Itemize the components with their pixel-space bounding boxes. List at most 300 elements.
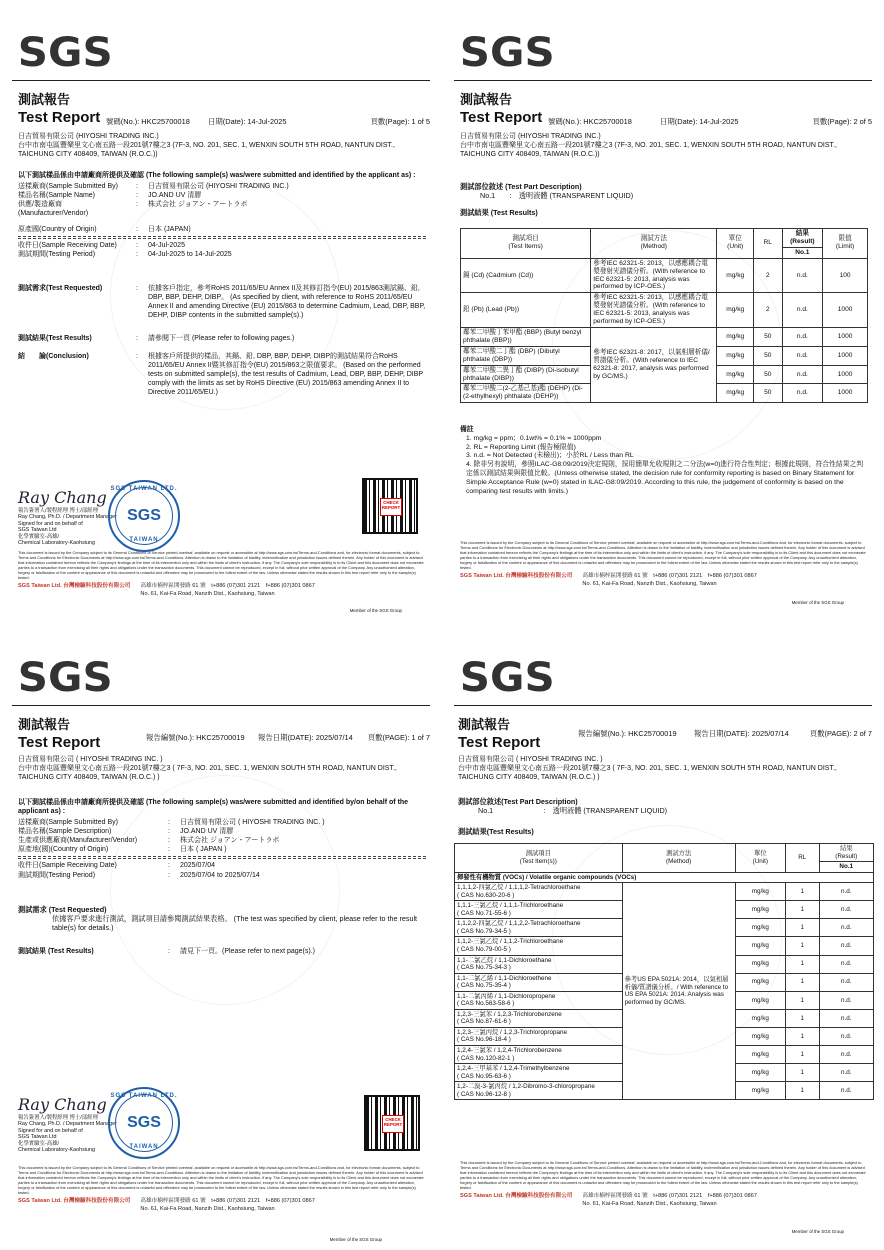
col-header: RL <box>754 229 782 259</box>
item-name: 1,2,4-三甲基苯 / 1,2,4-Trimethylbenzene <box>457 1065 570 1073</box>
seal-center-text: SGS <box>127 1114 161 1131</box>
conclusion <box>18 352 426 397</box>
cas-number: ( CAS No.563-58-6 ) <box>457 1000 515 1008</box>
item-name: 1,1,2-三氯乙烷 / 1,1,2-Trichloroethane <box>457 938 564 946</box>
report-number: 號碼(No.): HKC25700018 <box>548 117 632 126</box>
unit: mg/kg <box>717 346 754 365</box>
date-label: 測試期間(Testing Period) <box>18 251 96 259</box>
field-value: 株式会社 ジョアン・アートラボ <box>180 836 280 844</box>
company-seal <box>108 1087 180 1159</box>
company-address-1: 台中市南屯區豐樂里文心南五路一段201號7樓之3 (7F-3, NO. 201, SEC. 1, WENXIN SOUTH 5TH ROAD, NANTUN DIST., <box>460 142 837 150</box>
note-item: 4. 除非另有說明，參照ILAC-G8:09/2019決定規則，採用簡單允收規則之二分法(w=0)進行符合性判定；根據此規則，符合性結果之判定係以測試結果與限值比較。(Unless otherwise stated, the decision rule for conformity reporting is based on Binary Statement for Simple Acceptance Rule (w=0) stated in ILAC-G8:09/2019. According to this rule, the judgement of conformity is based on the comparing test results with limits.) <box>466 461 864 495</box>
company-name: 日吉貿易有限公司 ( HIYOSHI TRADING INC. ) <box>458 756 603 763</box>
note-item: 1. mg/kg = ppm；0.1wt% = 0.1% = 1000ppm <box>466 434 602 442</box>
report-header <box>460 92 872 159</box>
company-name: 日吉貿易有限公司 ( HIYOSHI TRADING INC. ) <box>18 756 163 763</box>
rl: 1 <box>785 919 819 937</box>
date-value: 04-Jul-2025 to 14-Jul-2025 <box>148 251 232 259</box>
rl: 1 <box>785 901 819 919</box>
col-header: 結果 (Result) <box>819 844 874 862</box>
rl: 1 <box>785 883 819 901</box>
footer-address-row <box>460 1193 870 1208</box>
signer-line: Signed for and on behalf of <box>18 1127 83 1134</box>
signer-line: Ray Chang, Ph.D. / Department Manager <box>18 1121 117 1128</box>
item-name: 1,1-二氯乙烯 / 1,1-Dichloroethene <box>457 974 552 982</box>
seal-center-text: SGS <box>127 507 161 524</box>
report-header <box>18 717 430 782</box>
date-row <box>18 861 426 870</box>
part-description <box>458 797 868 836</box>
section-text: 依據客戶指定，參考RoHS 2011/65/EU Annex II及其修訂指令(EU) 2015/863測試鎘、鉛, DBP, BBP, DEHP, DIBP。 (As specified by client, with reference to RoHS 2011/65/EU Annex II and amending Directive (EU) 2015/863 to determine Cadmium, Lead, DBP, BBP, DEHP, DIBP contents in the submitted sample(s).) <box>148 285 426 320</box>
page-number: 頁數(PAGE): 2 of 7 <box>809 729 872 738</box>
qr-code[interactable] <box>362 478 418 534</box>
field-label: 供應/製造廠商 <box>18 201 62 209</box>
legal-footer <box>460 1160 870 1208</box>
part-no: No.1 : 透明液體 (TRANSPARENT LIQUID) <box>480 191 634 200</box>
date-row <box>18 241 426 250</box>
report-date: 報告日期(DATE): 2025/07/14 <box>258 733 353 742</box>
member-text: Member of the SGS Group <box>791 1229 844 1234</box>
company-address-1: 台中市南屯區豐樂里文心南五路一段201號7樓之3 ( 7F-3, NO. 201, SEC. 1, WENXIN SOUTH 5TH ROAD, NANTUN DIST., <box>458 765 837 773</box>
check-report-badge: CHECK REPORT <box>382 1115 404 1133</box>
company-address-2: TAICHUNG CITY 408409, TAIWAN (R.O.C.) ) <box>458 774 600 782</box>
limit: 100 <box>823 258 868 293</box>
field-value: 日吉貿易有限公司 (HIYOSHI TRADING INC.) <box>148 182 289 190</box>
part-label: 測試部位敘述 (Test Part Description) <box>460 182 582 191</box>
legal-text: This document is issued by the Company subject to its General Conditions of Service printed overleaf, available on request or accessible at http://www.sgs.com.tw/Terms-and-Conditions and, for electronic format documents, subject to Terms and Conditions for Electronic Documents at http://www.sgs.com.tw/Terms-and-Conditions. Attention is drawn to the limitation of liability, indemnification and jurisdiction issues defined therein. Any holder of this document is advised that information contained hereon reflects the Company's findings at the time of its intervention only and within the limits of client's instruction, if any. The Company's sole responsibility is to its Client and this document does not exonerate parties to a transaction from exercising all their rights and obligations under the transaction documents. This document cannot be reproduced, except in full, without prior written approval of the Company. Any unauthorized alteration, forgery or falsification of the content or appearance of this document is unlawful and offenders may be prosecuted to the fullest extent of the law. Unless otherwise stated the results shown in this test report refer only to the sample(s) tested. <box>18 1165 424 1196</box>
part-label: 測試部位敘述(Test Part Description) <box>458 797 578 806</box>
col-header: RL <box>785 844 819 873</box>
part-no: No.1 : 透明液體 (TRANSPARENT LIQUID) <box>478 806 668 815</box>
rl: 1 <box>785 1082 819 1100</box>
footer-address-row <box>460 573 870 588</box>
date-value: 2025/07/04 <box>180 862 216 870</box>
test-item: 鎘 (Cd) (Cadmium (Cd)) <box>461 258 591 293</box>
date-value: 04-Jul-2025 <box>148 241 185 249</box>
results-table <box>460 228 868 403</box>
col-header: 測試項目 (Test Items) <box>461 229 591 259</box>
field-value: JO.AND UV 清膠 <box>148 191 202 199</box>
field-label: 樣品名稱(Sample Description) <box>18 827 112 835</box>
test-item <box>455 1064 623 1082</box>
sgs-logo: SGS <box>17 30 113 76</box>
cas-number: ( CAS No.95-63-6 ) <box>457 1072 511 1080</box>
company-address-1: 台中市南屯區豐樂里文心南五路一段201號7樓之3 (7F-3, NO. 201, SEC. 1, WENXIN SOUTH 5TH ROAD, NANTUN DIST., <box>18 142 395 150</box>
title-en: Test Report <box>460 109 543 127</box>
address-zh: 高雄市楠梓區開發路 61 號 t+886 (07)301 2121 f+886 (07)301 0867 <box>582 1193 757 1200</box>
field-value: JO.AND UV 清膠 <box>180 827 234 835</box>
title-en: Test Report <box>458 734 541 752</box>
address-en: No. 61, Kai-Fa Road, Nanzih Dist., Kaohsiung, Taiwan <box>140 1205 275 1212</box>
member-text: Member of the SGS Group <box>329 1237 382 1242</box>
result: n.d. <box>782 384 823 403</box>
signature: Ray Chang <box>18 488 107 507</box>
sample-info <box>18 799 426 880</box>
header-rule <box>12 705 430 706</box>
field-label: 送樣廠商(Sample Submitted By) <box>18 818 118 826</box>
report-page-4 <box>442 625 884 1250</box>
result: n.d. <box>819 973 874 991</box>
result: n.d. <box>782 258 823 293</box>
field-sep: : <box>168 827 170 835</box>
test-item <box>455 955 623 973</box>
member-text: Member of the SGS Group <box>349 608 402 613</box>
seal-top-text: SGS TAIWAN LTD. <box>110 1093 178 1099</box>
field-sep: : <box>136 251 138 259</box>
rl: 1 <box>785 1009 819 1027</box>
result: n.d. <box>819 1082 874 1100</box>
field-row <box>18 827 426 836</box>
date-label: 收件日(Sample Receiving Date) <box>18 241 117 249</box>
col-header: 測試方法 (Method) <box>622 844 735 873</box>
member-text: Member of the SGS Group <box>791 600 844 605</box>
sample-no-header: No.1 <box>819 862 874 873</box>
test-method: 參考IEC 62321-5: 2013，以感應耦合電漿發射光譜儀分析。(With reference to IEC 62321-5: 2013, analysis was performed by ICP-OES.) <box>591 258 717 293</box>
col-header: 測試方法 (Method) <box>591 229 717 259</box>
field-value: 日吉貿易有限公司 ( HIYOSHI TRADING INC. ) <box>180 818 325 826</box>
rl: 2 <box>754 258 782 293</box>
unit: mg/kg <box>735 901 785 919</box>
address-zh: 高雄市楠梓區開發路 61 號 t+886 (07)301 2121 f+886 (07)301 0867 <box>140 583 315 590</box>
result: n.d. <box>782 346 823 365</box>
unit: mg/kg <box>735 1009 785 1027</box>
field-sep: : <box>168 871 170 879</box>
col-header: 測試項目 (Test Item(s)) <box>455 844 623 873</box>
address-zh: 高雄市楠梓區開發路 61 號 t+886 (07)301 2121 f+886 (07)301 0867 <box>582 573 757 580</box>
results-label: 測試結果 (Test Results) <box>460 208 538 217</box>
field-sep: : <box>168 846 170 854</box>
test-method: 參考IEC 62321-5: 2013，以感應耦合電漿發射光譜儀分析。(With reference to IEC 62321-5: 2013, analysis was performed by ICP-OES.) <box>591 293 717 328</box>
table-row <box>461 293 868 328</box>
company-address-1: 台中市南屯區豐樂里文心南五路一段201號7樓之3 ( 7F-3, NO. 201, SEC. 1, WENXIN SOUTH 5TH ROAD, NANTUN DIST., <box>18 765 397 773</box>
report-number: 報告編號(No.): HKC25700019 <box>578 729 677 738</box>
legal-footer <box>18 550 428 598</box>
seal-bottom-text: TAIWAN <box>129 536 159 543</box>
date-label: 收件日(Sample Receiving Date) <box>18 862 117 870</box>
section-label: 測試結果(Test Results) <box>18 335 92 342</box>
signer-line: 化學實驗室-高雄/ <box>18 533 60 540</box>
unit: mg/kg <box>735 937 785 955</box>
legal-footer <box>18 1165 428 1213</box>
report-page-3 <box>0 625 442 1250</box>
test-item: 鄰苯二甲酸二丁酯 (DBP) (Dibutyl phthalate (DBP)) <box>461 346 591 365</box>
sgs-logo: SGS <box>459 655 555 701</box>
field-label: 樣品名稱(Sample Name) <box>18 191 96 199</box>
test-item: 鄰苯二甲酸二(2-乙基己基)酯 (DEHP) (Di-(2-ethylhexyl) phthalate (DEHP)) <box>461 384 591 403</box>
header-rule <box>12 80 430 81</box>
address-zh: 高雄市楠梓區開發路 61 號 t+886 (07)301 2121 f+886 (07)301 0867 <box>140 1198 315 1205</box>
test-item <box>455 937 623 955</box>
cas-number: ( CAS No.79-00-5 ) <box>457 946 511 954</box>
company-block <box>458 755 872 782</box>
header-rule <box>454 705 872 706</box>
title-en: Test Report <box>18 109 101 127</box>
test-item <box>455 1009 623 1027</box>
field-sep: : <box>136 335 138 342</box>
section-label: 測試需求 (Test Requested) <box>18 905 107 914</box>
field-sep: : <box>136 353 138 360</box>
cas-number: ( CAS No.79-34-5 ) <box>457 927 511 935</box>
limit: 1000 <box>823 327 868 346</box>
title-zh: 測試報告 <box>18 92 71 107</box>
date-value: 2025/07/04 to 2025/07/14 <box>180 871 260 879</box>
result: n.d. <box>819 901 874 919</box>
limit: 1000 <box>823 293 868 328</box>
unit: mg/kg <box>735 1046 785 1064</box>
col-header: 單位 (Unit) <box>717 229 754 259</box>
result: n.d. <box>819 1046 874 1064</box>
date-label: 測試期間(Testing Period) <box>18 871 96 879</box>
result: n.d. <box>819 1027 874 1045</box>
footer-company: SGS Taiwan Ltd. 台灣檢驗科技股份有限公司 <box>460 573 573 580</box>
field-sep: : <box>168 862 170 870</box>
report-header <box>458 717 872 782</box>
company-block <box>18 132 430 159</box>
unit: mg/kg <box>735 991 785 1009</box>
unit: mg/kg <box>735 1027 785 1045</box>
unit: mg/kg <box>717 384 754 403</box>
item-name: 1,1,1,2-四氯乙烷 / 1,1,1,2-Tetrachloroethane <box>457 884 581 892</box>
test-item <box>455 1046 623 1064</box>
unit: mg/kg <box>717 258 754 293</box>
test-item <box>455 919 623 937</box>
item-name: 1,1-二氯乙烷 / 1,1-Dichloroethane <box>457 956 552 964</box>
item-name: 1,1,1-三氯乙烷 / 1,1,1-Trichloroethane <box>457 902 564 910</box>
field-row <box>18 225 426 234</box>
sample-info <box>18 172 426 259</box>
field-value <box>148 209 426 218</box>
field-row <box>18 209 426 218</box>
cas-number: ( CAS No.71-55-6 ) <box>457 909 511 917</box>
date-row <box>18 871 426 880</box>
note-item: 2. RL = Reporting Limit (報告極限值) <box>466 443 576 451</box>
title-zh: 測試報告 <box>18 717 71 732</box>
rl: 1 <box>785 1027 819 1045</box>
results-table-wrap <box>460 228 868 403</box>
section-text: 請見下一頁。(Please refer to next page(s).) <box>180 948 315 955</box>
footer-address-row <box>18 1198 428 1213</box>
group-label: 揮發性有機物質 (VOCs) / Volatile organic compounds (VOCs) <box>455 872 874 883</box>
section-text: 依據客戶要求進行測試，測試項目請參閱測試結果表格。 (The test was specified by client, please refer to the result table(s) for details.) <box>52 914 418 932</box>
result: n.d. <box>782 327 823 346</box>
rl: 50 <box>754 346 782 365</box>
field-sep: : <box>136 191 138 199</box>
notes <box>460 426 868 497</box>
company-name: 日吉貿易有限公司 (HIYOSHI TRADING INC.) <box>18 133 159 140</box>
rl: 1 <box>785 1064 819 1082</box>
signer-line: 報告簽署人/製程經理 博士/部經理 <box>18 1115 98 1121</box>
result: n.d. <box>819 937 874 955</box>
result: n.d. <box>782 365 823 384</box>
results-table <box>454 843 874 1100</box>
field-row <box>18 845 426 854</box>
item-name: 1,1-二氯丙烯 / 1,1-Dichloropropene <box>457 992 556 1000</box>
section-label: 測試結果 (Test Results) <box>18 948 94 955</box>
table-body <box>455 883 874 1100</box>
field-sep <box>136 209 148 218</box>
rl: 1 <box>785 973 819 991</box>
unit: mg/kg <box>735 883 785 901</box>
cas-number: ( CAS No.96-18-4 ) <box>457 1036 511 1044</box>
footer-company: SGS Taiwan Ltd. 台灣檢驗科技股份有限公司 <box>18 583 131 590</box>
field-sep: : <box>136 182 138 190</box>
field-sep: : <box>136 285 138 292</box>
cas-number: ( CAS No.630-20-6 ) <box>457 891 515 899</box>
field-row <box>18 836 426 845</box>
cas-number: ( CAS No.87-61-6 ) <box>457 1018 511 1026</box>
footer-company: SGS Taiwan Ltd. 台灣檢驗科技股份有限公司 <box>460 1193 573 1200</box>
signer-line: Ray Chang, Ph.D. / Department Manager <box>18 514 117 521</box>
cas-number: ( CAS No.75-35-4 ) <box>457 982 511 990</box>
unit: mg/kg <box>735 919 785 937</box>
report-number: 報告編號(No.): HKC25700019 <box>146 733 245 742</box>
signature: Ray Chang <box>18 1095 107 1114</box>
signer-line: SGS Taiwan Ltd <box>18 1134 57 1141</box>
signer-line: 化學實驗室-高雄/ <box>18 1140 60 1147</box>
sgs-logo: SGS <box>17 655 113 701</box>
test-item <box>455 991 623 1009</box>
table-header-row <box>455 844 874 862</box>
footer-address <box>140 1198 314 1213</box>
rl: 2 <box>754 293 782 328</box>
field-sep: : <box>168 818 170 826</box>
section-label: 測試需求(Test Requested) <box>18 285 103 292</box>
report-page-1 <box>0 0 442 625</box>
test-method: 參考IEC 62321-8: 2017，以氣相層析儀/質譜儀分析。(With reference to IEC 62321-8: 2017, analysis was performed by GC/MS.) <box>591 327 717 402</box>
unit: mg/kg <box>717 365 754 384</box>
company-block <box>460 132 872 159</box>
page-number: 頁數(PAGE): 1 of 7 <box>367 733 430 742</box>
footer-address <box>582 573 756 588</box>
item-name: 1,1,2,2-四氯乙烷 / 1,1,2,2-Tetrachloroethane <box>457 920 581 928</box>
footer-address <box>582 1193 756 1208</box>
result: n.d. <box>819 919 874 937</box>
test-item <box>455 1027 623 1045</box>
item-name: 1,2,3-三氯丙烷 / 1,2,3-Trichloropropane <box>457 1028 568 1036</box>
report-header <box>18 92 430 159</box>
table-row <box>461 258 868 293</box>
rl: 50 <box>754 327 782 346</box>
section-text: 根據客戶所提供的樣品，其鎘、鉛, DBP, BBP, DEHP, DIBP的測試結果符合RoHS 2011/65/EU Annex II暨其修訂指令(EU) 2015/863之限值要求。 (Based on the performed tests on submitted sample(s), the test results of Cadmium, Lead, DBP, BBP, DEHP, DIBP comply with the limits as set by RoHS Directive (EU) 2015/863 amending Annex II to Directive 2011/65/EU.) <box>148 353 423 397</box>
signer-line: 報告簽署人/製程經理 博士/部經理 <box>18 508 98 514</box>
rl: 1 <box>785 937 819 955</box>
company-address-2: TAICHUNG CITY 408409, TAIWAN (R.O.C.)) <box>460 151 600 159</box>
limit: 1000 <box>823 365 868 384</box>
rl: 1 <box>785 1046 819 1064</box>
field-value: 株式会社 ジョアン・アートラボ <box>148 201 248 209</box>
title-zh: 測試報告 <box>460 92 513 107</box>
report-date: 日期(Date): 14-Jul-2025 <box>208 117 287 126</box>
signer-line: Chemical Laboratory-Kaohsiung <box>18 1147 96 1154</box>
field-sep: : <box>136 201 138 209</box>
item-name: 1,2-二溴-3-氯丙烷 / 1,2-Dibromo-3-chloropropane <box>457 1083 595 1091</box>
signer-line: SGS Taiwan Ltd <box>18 527 57 534</box>
part-description <box>460 182 868 217</box>
field-sep: : <box>168 836 170 844</box>
seal-top-text: SGS TAIWAN LTD. <box>110 486 178 492</box>
company-seal <box>108 480 180 552</box>
check-report-badge: CHECK REPORT <box>380 498 402 516</box>
address-en: No. 61, Kai-Fa Road, Nanzih Dist., Kaohsiung, Taiwan <box>140 590 275 597</box>
unit: mg/kg <box>735 1082 785 1100</box>
unit: mg/kg <box>735 955 785 973</box>
page-number: 頁數(Page): 2 of 5 <box>812 117 872 126</box>
test-item: 鄰苯二甲酸丁苯甲酯 (BBP) (Butyl benzyl phthalate (BBP)) <box>461 327 591 346</box>
divider <box>18 856 426 859</box>
field-sep: : <box>136 241 138 249</box>
section-text: 請參閱下一頁 (Please refer to following pages.) <box>148 335 295 342</box>
results-label: 測試結果(Test Results) <box>458 827 534 836</box>
field-value: 日本 ( JAPAN ) <box>180 846 227 854</box>
footer-company: SGS Taiwan Ltd. 台灣檢驗科技股份有限公司 <box>18 1198 131 1205</box>
test-item <box>455 1082 623 1100</box>
unit: mg/kg <box>735 973 785 991</box>
col-header: 限值 (Limit) <box>823 229 868 259</box>
unit: mg/kg <box>717 327 754 346</box>
field-label: 原產國(Country of Origin) <box>18 225 97 233</box>
result: n.d. <box>819 955 874 973</box>
field-row <box>18 200 426 209</box>
result: n.d. <box>819 1009 874 1027</box>
field-row <box>18 191 426 200</box>
company-address-2: TAICHUNG CITY 408409, TAIWAN (R.O.C.) ) <box>18 774 160 782</box>
field-label: 送樣廠商(Sample Submitted By) <box>18 182 118 190</box>
field-label: 生產或供應廠商(Manufacturer/Vendor) <box>18 836 138 844</box>
test-item <box>455 973 623 991</box>
signer-line: Signed for and on behalf of <box>18 520 83 527</box>
company-block <box>18 755 430 782</box>
signature-block <box>18 1095 248 1155</box>
result: n.d. <box>819 991 874 1009</box>
address-en: No. 61, Kai-Fa Road, Nanzih Dist., Kaohsiung, Taiwan <box>582 580 717 587</box>
rl: 1 <box>785 955 819 973</box>
field-sep: : <box>136 225 138 233</box>
field-label: (Manufacturer/Vendor) <box>18 210 89 218</box>
legal-text: This document is issued by the Company subject to its General Conditions of Service printed overleaf, available on request or accessible at http://www.sgs.com.tw/Terms-and-Conditions and, for electronic format documents, subject to Terms and Conditions for Electronic Documents at http://www.sgs.com.tw/Terms-and-Conditions. Attention is drawn to the limitation of liability, indemnification and jurisdiction issues defined therein. Any holder of this document is advised that information contained hereon reflects the Company's findings at the time of its intervention only and within the limits of client's instruction, if any. The Company's sole responsibility is to its Client and this document does not exonerate parties to a transaction from exercising all their rights and obligations under the transaction documents. This document cannot be reproduced, except in full, without prior written approval of the Company. Any unauthorized alteration, forgery or falsification of the content or appearance of this document is unlawful and offenders may be prosecuted to the fullest extent of the law. Unless otherwise stated the results shown in this test report refer only to the sample(s) tested. <box>460 540 866 571</box>
date-row <box>18 250 426 259</box>
address-en: No. 61, Kai-Fa Road, Nanzih Dist., Kaohsiung, Taiwan <box>582 1200 717 1207</box>
limit: 1000 <box>823 346 868 365</box>
test-item: 鉛 (Pb) (Lead (Pb)) <box>461 293 591 328</box>
table-row <box>461 327 868 346</box>
unit: mg/kg <box>717 293 754 328</box>
result: n.d. <box>819 1064 874 1082</box>
test-requested <box>18 284 426 320</box>
group-row <box>455 872 874 883</box>
legal-text: This document is issued by the Company subject to its General Conditions of Service printed overleaf, available on request or accessible at http://www.sgs.com.tw/Terms-and-Conditions and, for electronic format documents, subject to Terms and Conditions for Electronic Documents at http://www.sgs.com.tw/Terms-and-Conditions. Attention is drawn to the limitation of liability, indemnification and jurisdiction issues defined therein. Any holder of this document is advised that information contained hereon reflects the Company's findings at the time of its intervention only and within the limits of client's instruction, if any. The Company's sole responsibility is to its Client and this document does not exonerate parties to a transaction from exercising all their rights and obligations under the transaction documents. This document cannot be reproduced, except in full, without prior written approval of the Company. Any unauthorized alteration, forgery or falsification of the content or appearance of this document is unlawful and offenders may be prosecuted to the fullest extent of the law. Unless otherwise stated the results shown in this test report refer only to the sample(s) tested. <box>18 550 424 581</box>
cas-number: ( CAS No.75-34-3 ) <box>457 964 511 972</box>
footer-address-row <box>18 583 428 598</box>
test-item <box>455 883 623 901</box>
results-table-wrap <box>454 843 874 1100</box>
cas-number: ( CAS No.120-82-1 ) <box>457 1054 515 1062</box>
report-number: 號碼(No.): HKC25700018 <box>106 117 190 126</box>
footer-address <box>140 583 314 598</box>
rl: 50 <box>754 384 782 403</box>
field-row <box>18 818 426 827</box>
test-item: 鄰苯二甲酸二異丁酯 (DIBP) (Di-isobutyl phthalate (DIBP)) <box>461 365 591 384</box>
report-page-2 <box>442 0 884 625</box>
qr-code[interactable] <box>364 1095 420 1151</box>
header-rule <box>454 80 872 81</box>
section-label: 結 論(Conclusion) <box>18 353 89 360</box>
sample-no-header: No.1 <box>782 247 823 258</box>
notes-label: 備註 <box>460 426 474 433</box>
note-item: 3. n.d. = Not Detected (未檢出)；小於RL / Less than RL <box>466 452 634 460</box>
title-zh: 測試報告 <box>458 717 511 732</box>
field-value: 日本 (JAPAN) <box>148 225 191 233</box>
report-date: 日期(Date): 14-Jul-2025 <box>660 117 739 126</box>
